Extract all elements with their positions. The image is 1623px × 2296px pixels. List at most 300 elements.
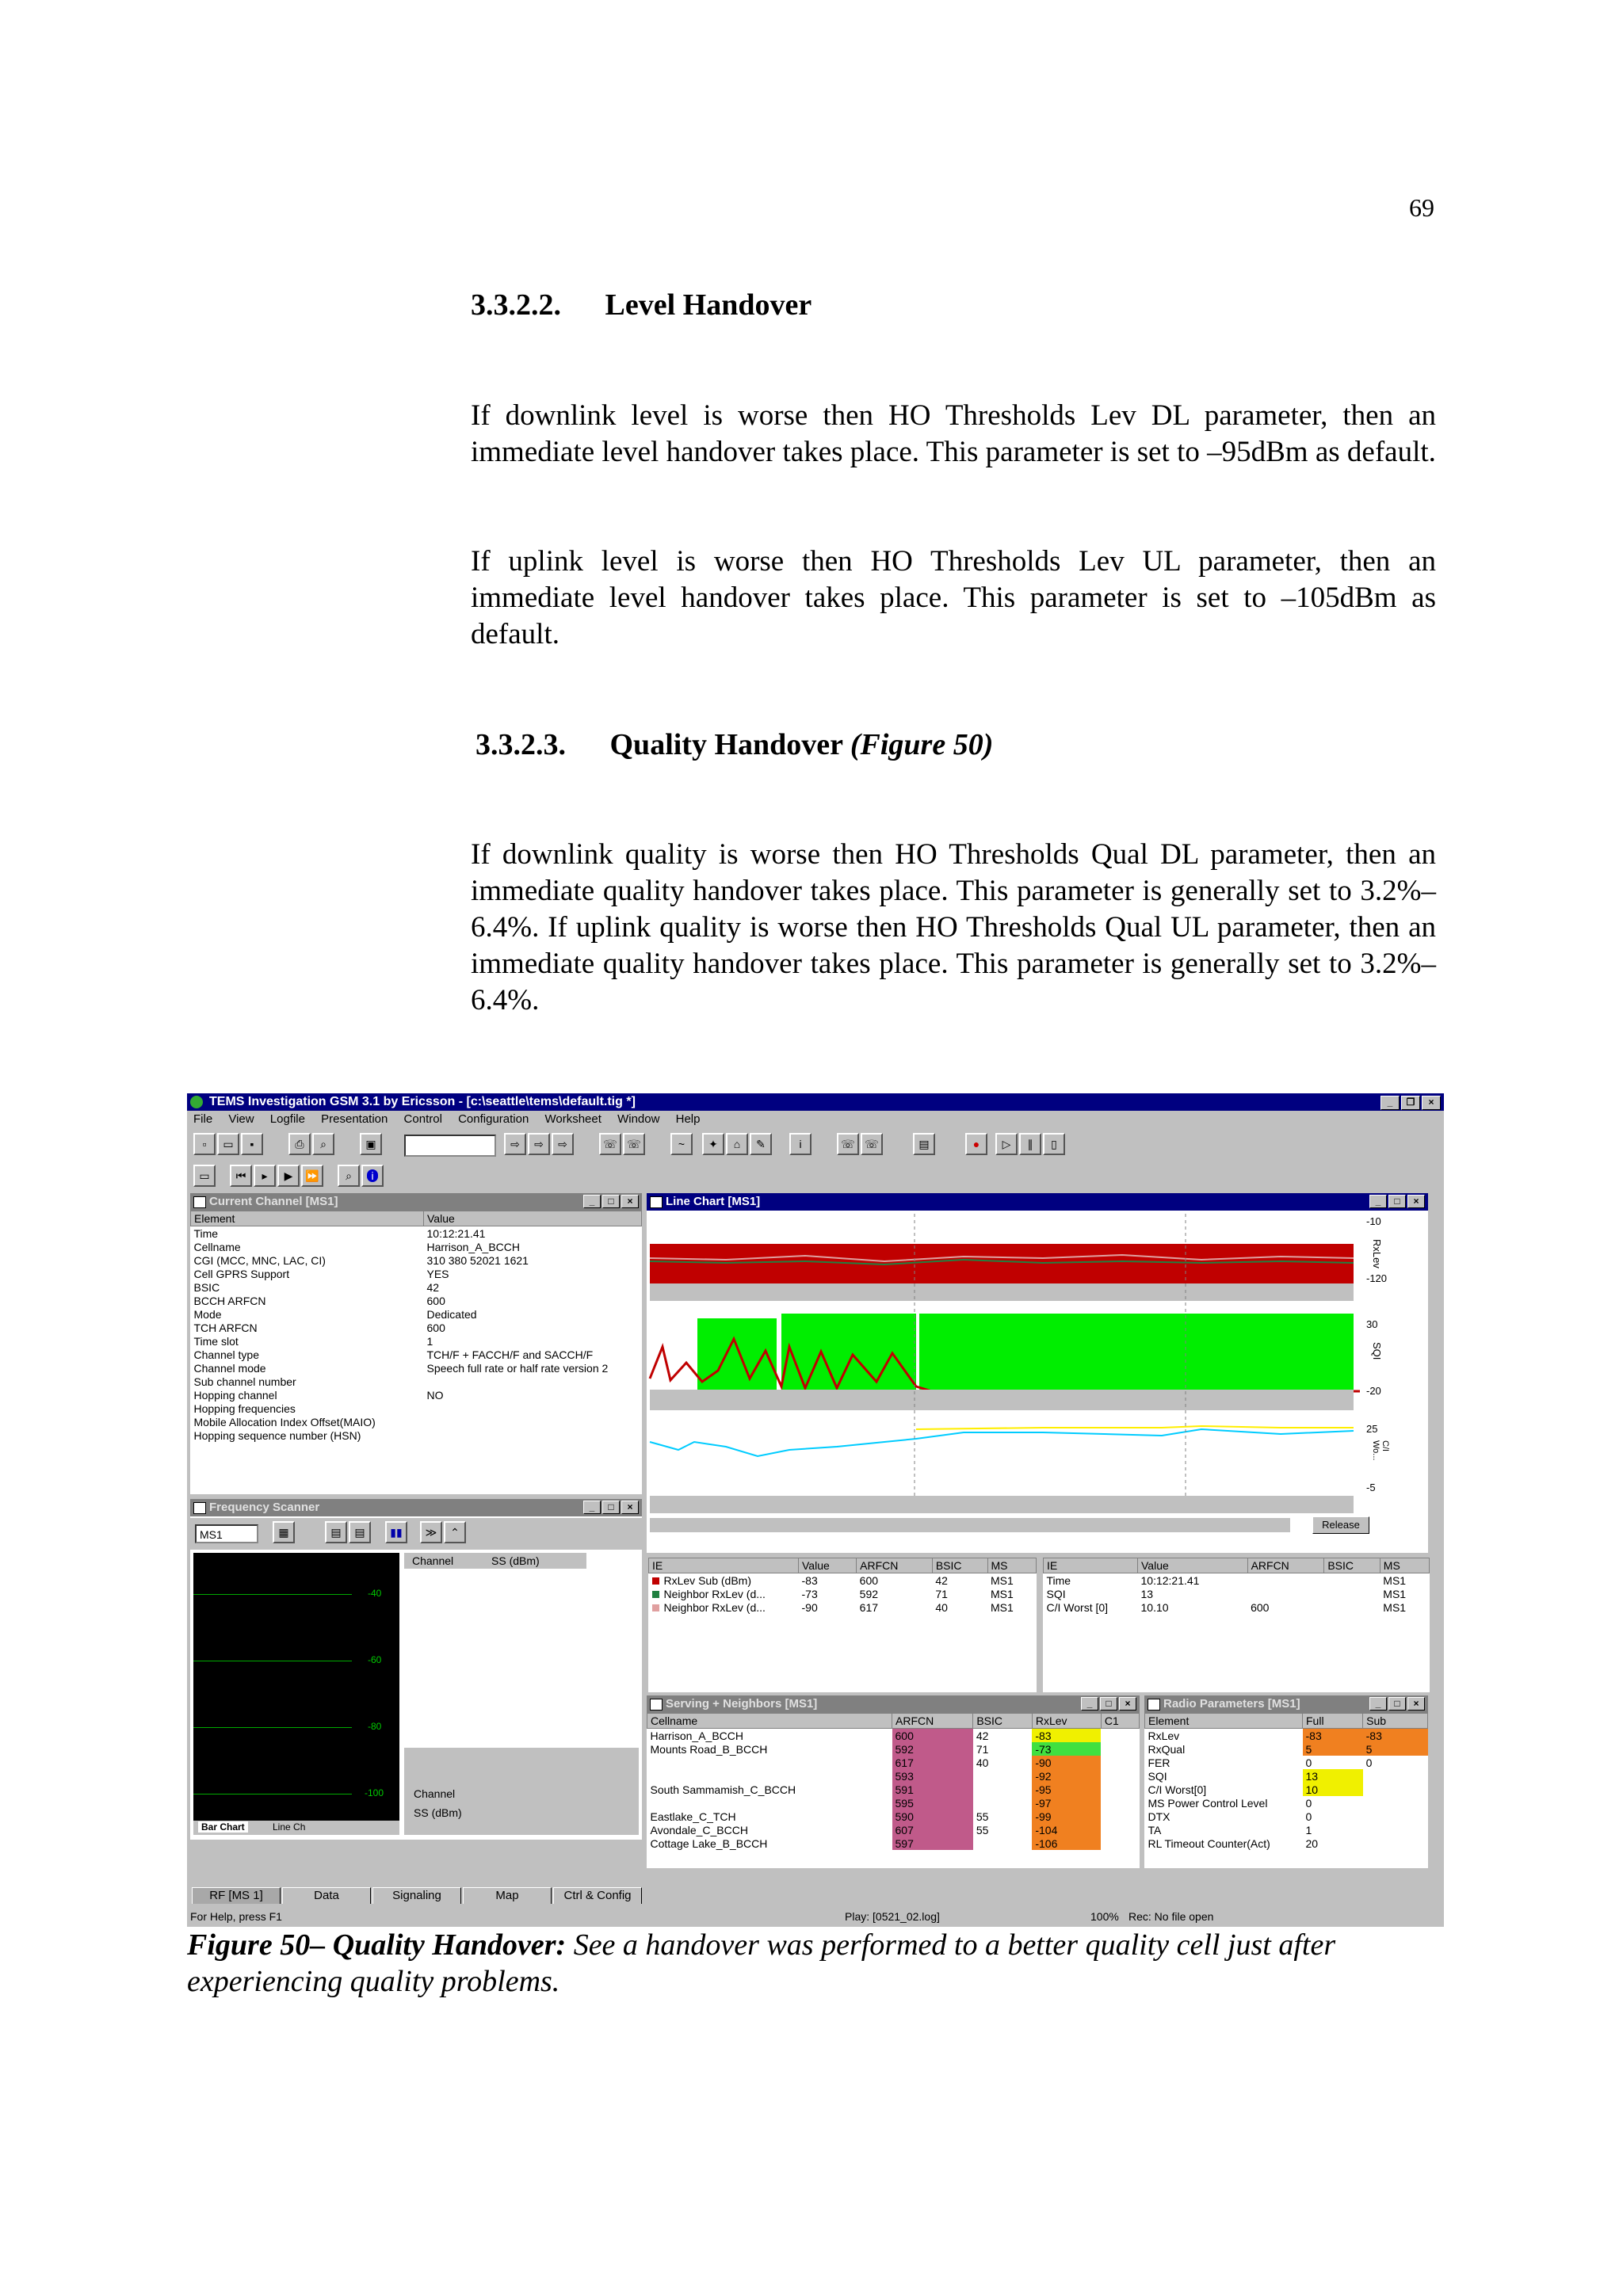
table-cell: 593	[892, 1769, 973, 1783]
level-label: -60	[368, 1654, 382, 1665]
table-cell: Mode	[193, 1307, 222, 1321]
table-cell: FER	[1148, 1756, 1170, 1769]
line-chart-plots	[647, 1212, 1428, 1529]
minimize-button[interactable]: _	[1369, 1195, 1387, 1208]
table-cell: 5	[1363, 1742, 1428, 1756]
table-cell: Cellname	[193, 1240, 241, 1253]
radio-parameters-table	[1144, 1713, 1428, 1850]
close-button[interactable]: ×	[1407, 1697, 1425, 1711]
search-icon[interactable]: ⌕	[338, 1165, 360, 1187]
table-cell	[1101, 1783, 1139, 1796]
table-cell: Avondale_C_BCCH	[650, 1823, 748, 1836]
axis-bottom: -20	[1366, 1385, 1381, 1397]
table-cell: TA	[1148, 1823, 1162, 1836]
table-cell: YES	[426, 1267, 449, 1280]
table-cell: SQI	[1046, 1587, 1066, 1600]
table-cell: Harrison_A_BCCH	[650, 1729, 743, 1742]
status-zoom: 100%	[1090, 1910, 1119, 1923]
column-header: ARFCN	[892, 1714, 973, 1729]
column-header: Channel	[412, 1554, 454, 1567]
table-cell	[1101, 1796, 1139, 1810]
serving-neighbors-table	[647, 1713, 1140, 1850]
table-row[interactable]	[1044, 1573, 1430, 1588]
maximize-button[interactable]: □	[1100, 1697, 1117, 1711]
table-cell: 55	[976, 1823, 989, 1836]
table-cell	[1101, 1729, 1139, 1743]
table-cell	[1101, 1836, 1139, 1850]
record-icon[interactable]: ●	[965, 1133, 987, 1155]
table-row[interactable]	[191, 1415, 642, 1428]
level-label: -40	[368, 1588, 382, 1599]
table-cell: 42	[935, 1573, 948, 1587]
table-row[interactable]	[647, 1729, 1140, 1743]
section-heading	[471, 288, 812, 322]
folder-icon[interactable]: ▭	[193, 1165, 216, 1187]
table-cell: Hopping sequence number (HSN)	[193, 1428, 361, 1442]
sqi-fill	[919, 1314, 1354, 1390]
table-cell	[973, 1796, 1033, 1810]
window-title-text: Frequency Scanner	[209, 1501, 320, 1514]
table-cell	[647, 1796, 892, 1810]
table-cell: 617	[859, 1600, 879, 1614]
close-button[interactable]: ×	[621, 1195, 639, 1208]
table-cell: -99	[1032, 1810, 1101, 1823]
table-row[interactable]	[191, 1307, 642, 1321]
table-cell: 13	[1303, 1769, 1363, 1783]
table-cell: CGI (MCC, MNC, LAC, CI)	[193, 1253, 326, 1267]
legend-row[interactable]	[649, 1573, 1037, 1588]
window-title	[647, 1193, 1428, 1211]
table-cell	[424, 1428, 642, 1442]
maximize-button[interactable]: □	[1388, 1195, 1406, 1208]
table-cell: -92	[1032, 1769, 1101, 1783]
table-cell: MS1	[991, 1587, 1014, 1600]
legend-label: SS (dBm)	[414, 1806, 462, 1819]
release-button[interactable]: Release	[1312, 1516, 1369, 1534]
table-row[interactable]	[647, 1769, 1140, 1783]
section-number: 3.3.2.2.	[471, 288, 561, 322]
tool-icon[interactable]: ☏	[861, 1133, 883, 1155]
table-cell: 5	[1303, 1742, 1363, 1756]
table-row[interactable]	[1044, 1587, 1430, 1600]
table-cell: 10	[1303, 1783, 1363, 1796]
menu-file[interactable]: File	[193, 1112, 213, 1126]
table-cell: 310 380 52021 1621	[426, 1253, 529, 1267]
table-cell: -83	[1032, 1729, 1101, 1743]
window-title	[190, 1193, 642, 1211]
table-cell	[1101, 1810, 1139, 1823]
menu-window[interactable]: Window	[617, 1112, 660, 1126]
paragraph: If downlink quality is worse then HO Thresholds Qual DL parameter, then an immediate quality handover takes place. This parameter is generally set to 3.2%–6.4%. If uplink quality is worse then HO Thresholds Qual UL parameter, then an immediate quality handover takes place. This parameter is generally set to 3.2%–6.4%.	[471, 838, 1436, 1016]
status-rec: Rec: No file open	[1128, 1910, 1214, 1923]
column-header: Value	[1138, 1558, 1248, 1573]
table-row[interactable]	[647, 1783, 1140, 1796]
table-cell: MS1	[991, 1600, 1014, 1614]
table-cell: 40	[935, 1600, 948, 1614]
menu-worksheet[interactable]: Worksheet	[544, 1112, 601, 1126]
step-forward-icon[interactable]: ▸	[254, 1165, 276, 1187]
serving-neighbors-window	[645, 1694, 1141, 1870]
tab-map[interactable]: Map	[463, 1887, 552, 1904]
close-button[interactable]: ×	[1422, 1096, 1441, 1110]
caption-label: Figure 50– Quality Handover:	[187, 1928, 567, 1962]
table-cell	[1101, 1742, 1139, 1756]
line-chart-legend-right	[1043, 1558, 1430, 1692]
legend-table	[1043, 1558, 1430, 1614]
table-cell: 592	[892, 1742, 973, 1756]
tool-icon[interactable]: ~	[670, 1133, 693, 1155]
menu-view[interactable]: View	[228, 1112, 254, 1126]
page-number: 69	[1409, 193, 1434, 222]
table-cell	[647, 1769, 892, 1783]
window-title	[190, 1499, 642, 1516]
table-cell: -90	[1032, 1756, 1101, 1769]
minimize-button[interactable]: _	[1381, 1096, 1400, 1110]
table-row[interactable]	[1145, 1836, 1428, 1850]
section-title: Level Handover	[605, 288, 812, 322]
table-cell	[1324, 1587, 1380, 1600]
table-row[interactable]	[191, 1334, 642, 1348]
worksheet-tabs	[187, 1886, 1444, 1905]
table-cell: Hopping frequencies	[193, 1402, 296, 1415]
axis-top: 25	[1366, 1423, 1378, 1435]
table-cell: 13	[1140, 1587, 1154, 1600]
tool-icon[interactable]: ▤	[325, 1521, 347, 1543]
table-cell: 20	[1305, 1836, 1319, 1850]
table-row[interactable]	[191, 1361, 642, 1375]
close-button[interactable]: ×	[1119, 1697, 1136, 1711]
current-channel-window	[189, 1192, 643, 1496]
tool-icon[interactable]: ⇨	[504, 1133, 526, 1155]
section-heading	[475, 727, 993, 762]
minimize-button[interactable]: _	[1369, 1697, 1387, 1711]
table-cell: -90	[801, 1600, 818, 1614]
level-label: -100	[365, 1787, 384, 1798]
table-cell: Speech full rate or half rate version 2	[426, 1361, 609, 1375]
table-row[interactable]	[647, 1836, 1140, 1850]
tab-bar-chart[interactable]: Bar Chart	[198, 1821, 248, 1833]
table-cell: Hopping channel	[193, 1388, 277, 1402]
rxlev-fill	[650, 1244, 1354, 1283]
table-cell	[1363, 1783, 1428, 1796]
table-row[interactable]	[1145, 1756, 1428, 1769]
table-cell: 0	[1305, 1796, 1312, 1810]
table-row[interactable]	[647, 1823, 1140, 1836]
bar-chart-icon[interactable]: ▮▮	[385, 1521, 407, 1543]
table-cell: 590	[892, 1810, 973, 1823]
pause-icon[interactable]: ∥	[1019, 1133, 1041, 1155]
column-header: IE	[649, 1558, 799, 1573]
open-icon[interactable]: ▭	[217, 1133, 239, 1155]
menu-configuration[interactable]: Configuration	[458, 1112, 529, 1126]
table-cell	[1324, 1600, 1380, 1614]
table-row[interactable]	[647, 1796, 1140, 1810]
column-header: BSIC	[1324, 1558, 1380, 1573]
close-button[interactable]: ×	[1407, 1195, 1425, 1208]
table-row[interactable]	[647, 1756, 1140, 1769]
menu-help[interactable]: Help	[675, 1112, 701, 1126]
double-up-icon[interactable]: ⌃	[444, 1521, 466, 1543]
tab-line-chart[interactable]: Line Ch	[273, 1821, 306, 1833]
column-header: RxLev	[1032, 1714, 1101, 1729]
table-row[interactable]	[191, 1240, 642, 1253]
scanner-tabs	[193, 1821, 399, 1835]
table-cell	[1363, 1796, 1428, 1810]
level-label: -80	[368, 1721, 382, 1732]
table-cell: TCH ARFCN	[193, 1321, 258, 1334]
combo-select[interactable]	[404, 1135, 496, 1157]
table-cell: 600	[426, 1294, 445, 1307]
table-cell: -83	[1303, 1729, 1363, 1743]
table-row[interactable]	[1044, 1600, 1430, 1614]
table-row[interactable]	[191, 1294, 642, 1307]
tool-icon[interactable]: ☏	[599, 1133, 621, 1155]
info-icon[interactable]: i	[361, 1165, 384, 1187]
window-title	[1144, 1695, 1428, 1713]
radio-parameters-window	[1143, 1694, 1430, 1870]
column-header: MS	[987, 1558, 1037, 1573]
table-row[interactable]	[191, 1348, 642, 1361]
column-header: ARFCN	[1247, 1558, 1324, 1573]
minimize-button[interactable]: _	[583, 1501, 601, 1514]
legend-row[interactable]	[649, 1600, 1037, 1614]
table-cell: Channel type	[193, 1348, 260, 1361]
fast-forward-icon[interactable]: ⏩	[301, 1165, 323, 1187]
column-header: IE	[1044, 1558, 1138, 1573]
table-cell: 0	[1305, 1756, 1312, 1769]
double-right-icon[interactable]: ≫	[420, 1521, 442, 1543]
menu-presentation[interactable]: Presentation	[321, 1112, 388, 1126]
table-row[interactable]	[1145, 1810, 1428, 1823]
legend-swatch	[652, 1577, 659, 1585]
status-bar	[187, 1908, 1444, 1925]
horizontal-scrollbar[interactable]	[650, 1518, 1290, 1532]
table-cell: Time	[193, 1226, 219, 1240]
lock-icon[interactable]: ⌂	[726, 1133, 748, 1155]
table-cell	[973, 1783, 1033, 1796]
legend-name	[649, 1573, 799, 1588]
maximize-button[interactable]: □	[602, 1501, 620, 1514]
table-row[interactable]	[1145, 1769, 1428, 1783]
tab-ctrl-config[interactable]: Ctrl & Config	[553, 1887, 642, 1904]
tool-icon[interactable]: ▤	[349, 1521, 371, 1543]
axis-top: 30	[1366, 1318, 1378, 1330]
menu-bar	[187, 1111, 1444, 1128]
tool-icon[interactable]: ☏	[623, 1133, 645, 1155]
calculator-icon[interactable]: ▤	[913, 1133, 935, 1155]
table-cell: 592	[859, 1587, 879, 1600]
table-cell: 600	[892, 1729, 973, 1743]
tool-icon[interactable]: ⇨	[552, 1133, 574, 1155]
table-row[interactable]	[647, 1810, 1140, 1823]
menu-logfile[interactable]: Logfile	[269, 1112, 305, 1126]
table-cell: TCH/F + FACCH/F and SACCH/F	[426, 1348, 594, 1361]
table-row[interactable]	[191, 1267, 642, 1280]
table-cell: Channel mode	[193, 1361, 266, 1375]
table-row[interactable]	[191, 1388, 642, 1402]
table-cell: MS1	[1383, 1600, 1407, 1614]
stop-icon[interactable]: ▯	[1043, 1133, 1065, 1155]
status-play: Play: [0521_02.log]	[845, 1910, 940, 1923]
window-title-text: Current Channel [MS1]	[209, 1195, 338, 1208]
restore-button[interactable]: ❐	[1401, 1096, 1420, 1110]
table-cell: MS1	[1383, 1587, 1407, 1600]
table-row[interactable]	[191, 1402, 642, 1415]
window-title-text: Radio Parameters [MS1]	[1163, 1697, 1300, 1711]
table-cell: 71	[976, 1742, 989, 1756]
tool-icon[interactable]: ▦	[273, 1521, 295, 1543]
table-cell: -83	[801, 1573, 818, 1587]
app-icon	[190, 1096, 203, 1108]
scanner-bar-chart	[193, 1553, 399, 1835]
table-cell	[424, 1375, 642, 1388]
table-cell	[1363, 1810, 1428, 1823]
paragraph: If uplink level is worse then HO Thresholds Lev UL parameter, then an immediate level handover takes place. This parameter is set to –105dBm as default.	[471, 545, 1436, 650]
caption-text: See a handover was performed to a better quality cell just after experiencing quality problems.	[187, 1928, 1336, 1998]
table-cell: NO	[426, 1388, 444, 1402]
tab-rf[interactable]: RF [MS 1]	[192, 1887, 281, 1904]
table-cell: BSIC	[193, 1280, 220, 1294]
table-row[interactable]	[191, 1428, 642, 1442]
table-cell: BCCH ARFCN	[193, 1294, 266, 1307]
table-cell: South Sammamish_C_BCCH	[650, 1783, 796, 1796]
info-icon[interactable]: i	[789, 1133, 812, 1155]
table-cell	[973, 1836, 1033, 1850]
print-icon[interactable]: ⎙	[288, 1133, 311, 1155]
replay-toolbar	[187, 1161, 1444, 1192]
column-header: Element	[191, 1211, 424, 1226]
first-icon[interactable]: ⏮	[230, 1165, 252, 1187]
figure-screenshot	[187, 1093, 1444, 1927]
column-header: ARFCN	[857, 1558, 933, 1573]
minimize-button[interactable]: _	[583, 1195, 601, 1208]
play-icon[interactable]: ▶	[277, 1165, 300, 1187]
column-header: Value	[424, 1211, 642, 1226]
legend-label: Neighbor RxLev (d...	[663, 1600, 766, 1614]
tool-icon[interactable]: ⇨	[528, 1133, 550, 1155]
tool-icon[interactable]: ✎	[750, 1133, 772, 1155]
table-row[interactable]	[1145, 1783, 1428, 1796]
axis-bottom: -120	[1366, 1272, 1388, 1284]
ms-select[interactable]: MS1	[195, 1524, 258, 1543]
section-title: Quality Handover	[609, 728, 843, 761]
table-row[interactable]	[1145, 1823, 1428, 1836]
table-cell: -106	[1032, 1836, 1101, 1850]
legend-row[interactable]	[649, 1587, 1037, 1600]
table-cell: MS1	[1383, 1573, 1407, 1587]
table-cell: Harrison_A_BCCH	[426, 1240, 520, 1253]
axis-label: SQI	[1371, 1342, 1383, 1360]
window-icon[interactable]: ▣	[360, 1133, 382, 1155]
section-number: 3.3.2.3.	[475, 728, 566, 761]
table-cell: Time slot	[193, 1334, 239, 1348]
table-cell: Dedicated	[426, 1307, 477, 1321]
table-row[interactable]	[191, 1226, 642, 1241]
table-cell: SQI	[1148, 1769, 1167, 1783]
play-icon[interactable]: ▷	[995, 1133, 1018, 1155]
table-row[interactable]	[191, 1321, 642, 1334]
table-cell	[1363, 1823, 1428, 1836]
column-header: SS (dBm)	[491, 1554, 540, 1567]
table-cell	[1363, 1836, 1428, 1850]
table-row[interactable]	[647, 1742, 1140, 1756]
table-cell: 1	[426, 1334, 433, 1348]
column-header: Value	[799, 1558, 857, 1573]
figure-caption	[187, 1927, 1455, 2000]
column-header: Cellname	[647, 1714, 892, 1729]
axis-bottom: -5	[1366, 1482, 1376, 1493]
tab-signaling[interactable]: Signaling	[372, 1887, 461, 1904]
table-cell: -97	[1032, 1796, 1101, 1810]
axis-label: C/I Wo...	[1371, 1440, 1390, 1461]
new-icon[interactable]: ▫	[193, 1133, 216, 1155]
save-icon[interactable]: ▪	[241, 1133, 263, 1155]
table-cell: MS1	[991, 1573, 1014, 1587]
table-cell: -95	[1032, 1783, 1101, 1796]
paragraph: If downlink level is worse then HO Thresholds Lev DL parameter, then an immediate level handover takes place. This parameter is set to –95dBm as default.	[471, 399, 1436, 468]
table-row[interactable]	[191, 1375, 642, 1388]
table-cell: 597	[892, 1836, 973, 1850]
table-row[interactable]	[1145, 1796, 1428, 1810]
table-row[interactable]	[1145, 1729, 1428, 1743]
table-cell: 42	[976, 1729, 989, 1742]
column-header: Full	[1303, 1714, 1363, 1729]
table-cell	[1324, 1573, 1380, 1588]
table-cell	[973, 1769, 1033, 1783]
maximize-button[interactable]: □	[1388, 1697, 1406, 1711]
table-cell: 10:12:21.41	[1140, 1573, 1200, 1587]
table-cell: Sub channel number	[193, 1375, 296, 1388]
minimize-button[interactable]: _	[1081, 1697, 1098, 1711]
table-cell: Time	[1046, 1573, 1071, 1587]
axis-label: RxLev	[1371, 1239, 1383, 1268]
table-cell: 55	[976, 1810, 989, 1823]
table-cell: 607	[892, 1823, 973, 1836]
table-cell: 591	[892, 1783, 973, 1796]
table-row[interactable]	[1145, 1742, 1428, 1756]
table-cell: 40	[976, 1756, 989, 1769]
table-cell: -73	[1032, 1742, 1101, 1756]
menu-control[interactable]: Control	[403, 1112, 442, 1126]
tab-data[interactable]: Data	[282, 1887, 371, 1904]
table-row[interactable]	[191, 1253, 642, 1267]
table-cell: -83	[1363, 1729, 1428, 1743]
legend-label: Channel	[414, 1787, 456, 1800]
app-titlebar	[187, 1093, 1444, 1111]
window-title-text: Serving + Neighbors [MS1]	[666, 1697, 818, 1711]
table-cell: RL Timeout Counter(Act)	[1148, 1836, 1270, 1850]
close-button[interactable]: ×	[621, 1501, 639, 1514]
table-cell	[1101, 1823, 1139, 1836]
legend-swatch	[652, 1604, 659, 1611]
table-cell: 600	[1251, 1600, 1270, 1614]
table-cell: 10:12:21.41	[426, 1226, 486, 1240]
table-row[interactable]	[191, 1280, 642, 1294]
preview-icon[interactable]: ⌕	[312, 1133, 334, 1155]
current-channel-table	[190, 1211, 642, 1442]
column-header: MS	[1380, 1558, 1429, 1573]
column-header: C1	[1101, 1714, 1139, 1729]
table-cell	[647, 1756, 892, 1769]
table-cell: RxLev	[1148, 1729, 1180, 1742]
maximize-button[interactable]: □	[602, 1195, 620, 1208]
table-cell: Cottage Lake_B_BCCH	[650, 1836, 768, 1850]
frequency-scanner-window	[189, 1497, 643, 1841]
column-header: Element	[1145, 1714, 1303, 1729]
tool-icon[interactable]: ✦	[702, 1133, 724, 1155]
tool-icon[interactable]: ☏	[837, 1133, 859, 1155]
table-cell: 0	[1305, 1810, 1312, 1823]
